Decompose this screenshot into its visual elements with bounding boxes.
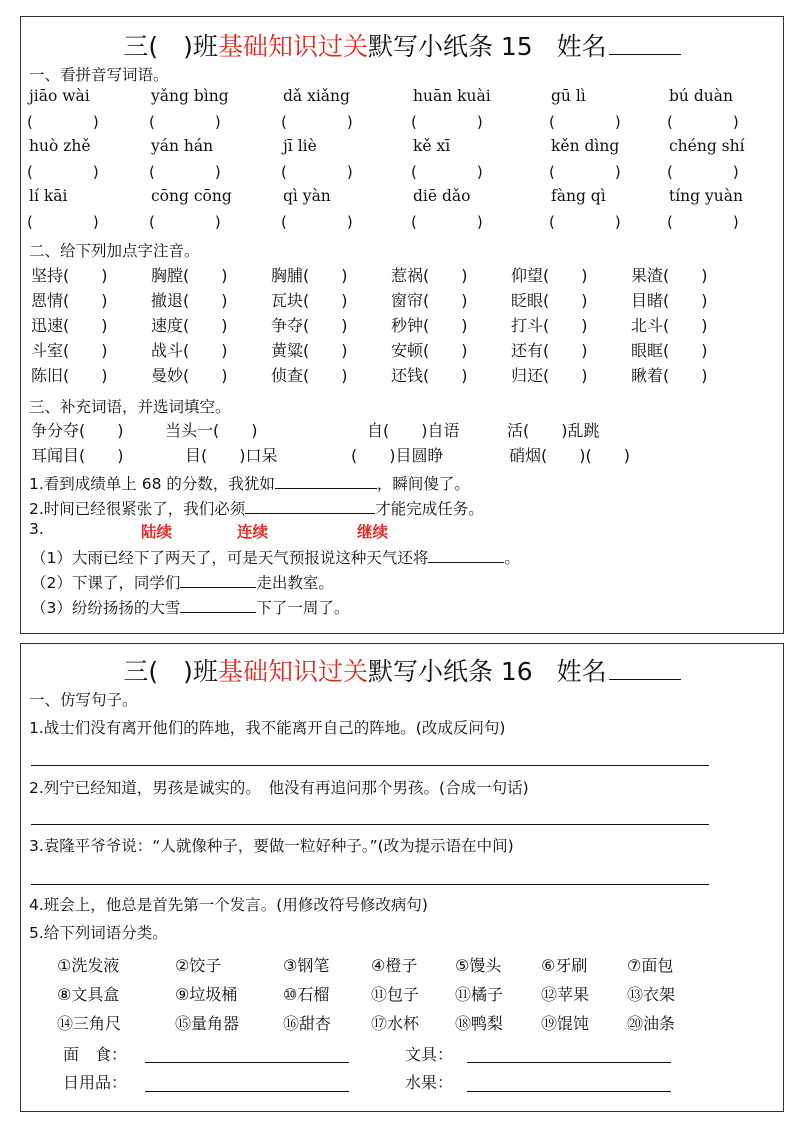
word-item[interactable]: 战斗( ) xyxy=(151,341,228,360)
answer-line[interactable] xyxy=(31,884,709,885)
word-item[interactable]: 争夺( ) xyxy=(271,316,348,335)
word-item[interactable]: 瞅着( ) xyxy=(631,366,708,385)
word-item[interactable]: 归还( ) xyxy=(511,366,588,385)
answer-paren[interactable]: ( ) xyxy=(149,113,221,131)
option-word: 陆续 xyxy=(141,523,173,541)
word-item[interactable]: 撤退( ) xyxy=(151,291,228,310)
classify-word: ⑳油条 xyxy=(627,1014,676,1033)
pinyin-word: kě xī xyxy=(413,137,451,155)
answer-paren[interactable]: ( ) xyxy=(549,113,621,131)
classify-word: ⑰水杯 xyxy=(371,1014,420,1033)
word-item[interactable]: 速度( ) xyxy=(151,316,228,335)
name-blank[interactable] xyxy=(609,657,681,680)
pinyin-word: lí kāi xyxy=(29,187,68,205)
answer-paren[interactable]: ( ) xyxy=(549,213,621,231)
idiom-item[interactable]: ( )目圆睁 xyxy=(351,446,444,465)
answer-blank[interactable] xyxy=(180,570,256,588)
category-label: 水果： xyxy=(405,1073,454,1092)
classify-word: ⑤馒头 xyxy=(455,956,502,975)
answer-paren[interactable]: ( ) xyxy=(411,213,483,231)
word-item[interactable]: 目睹( ) xyxy=(631,291,708,310)
classify-word: ⑮量角器 xyxy=(175,1014,240,1033)
word-item[interactable]: 恩情( ) xyxy=(31,291,108,310)
pinyin-word: yǎng bìng xyxy=(151,87,229,105)
answer-paren[interactable]: ( ) xyxy=(27,163,99,181)
answer-blank[interactable] xyxy=(428,545,504,563)
pinyin-word: qì yàn xyxy=(283,187,331,205)
answer-blank[interactable] xyxy=(180,595,256,613)
classify-word: ①洗发液 xyxy=(57,956,120,975)
word-item[interactable]: 胸脯( ) xyxy=(271,266,348,285)
classify-word: ⑦面包 xyxy=(627,956,674,975)
pinyin-word: jiāo wài xyxy=(29,87,90,105)
option-word: 继续 xyxy=(357,523,389,541)
word-item[interactable]: 还钱( ) xyxy=(391,366,468,385)
answer-paren[interactable]: ( ) xyxy=(149,163,221,181)
question-2: 2.时间已经很紧张了，我们必须 才能完成任务。 xyxy=(29,496,484,519)
section-heading: 二、给下列加点字注音。 xyxy=(29,242,200,260)
pinyin-word: dǎ xiǎng xyxy=(283,87,350,105)
word-item[interactable]: 坚持( ) xyxy=(31,266,108,285)
answer-paren[interactable]: ( ) xyxy=(27,213,99,231)
answer-line[interactable] xyxy=(145,1062,349,1063)
word-item[interactable]: 打斗( ) xyxy=(511,316,588,335)
pinyin-word: jī liè xyxy=(283,137,317,155)
classify-word: ⑭三角尺 xyxy=(57,1014,122,1033)
pinyin-word: cōng cōng xyxy=(151,187,232,205)
answer-line[interactable] xyxy=(467,1062,671,1063)
pinyin-word: gū lì xyxy=(551,87,586,105)
word-item[interactable]: 惹祸( ) xyxy=(391,266,468,285)
classify-word: ⑬衣架 xyxy=(627,985,676,1004)
word-item[interactable]: 迅速( ) xyxy=(31,316,108,335)
answer-paren[interactable]: ( ) xyxy=(27,113,99,131)
category-label: 面 食： xyxy=(63,1045,128,1064)
sentence-3: 3.袁隆平爷爷说：“人就像种子，要做一粒好种子。”(改为提示语在中间) xyxy=(29,837,514,855)
word-item[interactable]: 眨眼( ) xyxy=(511,291,588,310)
word-item[interactable]: 眼眶( ) xyxy=(631,341,708,360)
word-item[interactable]: 侦查( ) xyxy=(271,366,348,385)
idiom-item[interactable]: 自( )自语 xyxy=(367,421,460,440)
sentence-5: 5.给下列词语分类。 xyxy=(29,924,168,942)
answer-paren[interactable]: ( ) xyxy=(281,213,353,231)
word-item[interactable]: 黄粱( ) xyxy=(271,341,348,360)
classify-word: ⑫苹果 xyxy=(541,985,590,1004)
classify-word: ⑲馄饨 xyxy=(541,1014,590,1033)
classify-word: ⑩石榴 xyxy=(283,985,330,1004)
pinyin-word: huò zhě xyxy=(29,137,91,155)
pinyin-word: bú duàn xyxy=(669,87,733,105)
answer-paren[interactable]: ( ) xyxy=(281,163,353,181)
classify-word: ⑪橘子 xyxy=(455,985,504,1004)
word-item[interactable]: 瓦块( ) xyxy=(271,291,348,310)
question-3-2: （2）下课了，同学们 走出教室。 xyxy=(31,570,334,593)
category-label: 文具： xyxy=(405,1045,454,1064)
idiom-item[interactable]: 硝烟( )( ) xyxy=(509,446,630,465)
answer-paren[interactable]: ( ) xyxy=(549,163,621,181)
pinyin-word: tíng yuàn xyxy=(669,187,743,205)
classify-word: ③钢笔 xyxy=(283,956,330,975)
answer-line[interactable] xyxy=(31,824,709,825)
word-item[interactable]: 陈旧( ) xyxy=(31,366,108,385)
pinyin-word: diē dǎo xyxy=(413,187,471,205)
sentence-1: 1.战士们没有离开他们的阵地，我不能离开自己的阵地。(改成反问句) xyxy=(29,719,506,737)
idiom-item[interactable]: 目( )口呆 xyxy=(185,446,278,465)
section-heading: 一、看拼音写词语。 xyxy=(29,66,169,84)
answer-paren[interactable]: ( ) xyxy=(667,163,739,181)
answer-blank[interactable] xyxy=(275,471,377,489)
question-3-1: （1）大雨已经下了两天了，可是天气预报说这种天气还将 。 xyxy=(31,545,520,568)
word-item[interactable]: 曼妙( ) xyxy=(151,366,228,385)
word-item[interactable]: 胸膛( ) xyxy=(151,266,228,285)
section-heading: 一、仿写句子。 xyxy=(29,691,138,709)
answer-line[interactable] xyxy=(145,1091,349,1092)
answer-paren[interactable]: ( ) xyxy=(411,113,483,131)
sentence-4: 4.班会上，他总是首先第一个发言。(用修改符号修改病句) xyxy=(29,896,428,914)
idiom-item[interactable]: 当头一( ) xyxy=(165,421,258,440)
question-3-number: 3. xyxy=(29,520,44,538)
classify-word: ④橙子 xyxy=(371,956,418,975)
word-item[interactable]: 窗帘( ) xyxy=(391,291,468,310)
answer-paren[interactable]: ( ) xyxy=(667,213,739,231)
option-word: 连续 xyxy=(237,523,269,541)
word-item[interactable]: 安顿( ) xyxy=(391,341,468,360)
idiom-item[interactable]: 耳闻目( ) xyxy=(31,446,124,465)
word-item[interactable]: 秒钟( ) xyxy=(391,316,468,335)
classify-word: ⑧文具盒 xyxy=(57,985,120,1004)
idiom-item[interactable]: 争分夺( ) xyxy=(31,421,124,440)
classify-word: ⑥牙刷 xyxy=(541,956,588,975)
answer-line[interactable] xyxy=(467,1091,671,1092)
answer-line[interactable] xyxy=(31,765,709,766)
card-title: 三( )班基础知识过关默写小纸条 16 姓名 xyxy=(21,652,783,688)
classify-word: ②饺子 xyxy=(175,956,222,975)
pinyin-word: huān kuài xyxy=(413,87,491,105)
category-label: 日用品： xyxy=(63,1073,128,1092)
question-3-3: （3）纷纷扬扬的大雪 下了一周了。 xyxy=(31,595,349,618)
word-item[interactable]: 还有( ) xyxy=(511,341,588,360)
classify-word: ⑪包子 xyxy=(371,985,420,1004)
sentence-2: 2.列宁已经知道，男孩是诚实的。 他没有再追问那个男孩。(合成一句话) xyxy=(29,779,529,797)
worksheet-card-15 xyxy=(20,16,784,634)
word-item[interactable]: 仰望( ) xyxy=(511,266,588,285)
section-heading: 三、补充词语，并选词填空。 xyxy=(29,398,231,416)
answer-paren[interactable]: ( ) xyxy=(667,113,739,131)
card-title: 三( )班基础知识过关默写小纸条 15 姓名 xyxy=(21,27,783,63)
pinyin-word: chéng shí xyxy=(669,137,745,155)
classify-word: ⑱鸭梨 xyxy=(455,1014,504,1033)
answer-paren[interactable]: ( ) xyxy=(281,113,353,131)
idiom-item[interactable]: 活( )乱跳 xyxy=(507,421,600,440)
word-item[interactable]: 斗室( ) xyxy=(31,341,108,360)
question-1: 1.看到成绩单上 68 的分数，我犹如 ，瞬间傻了。 xyxy=(29,471,470,494)
pinyin-word: yán hán xyxy=(151,137,214,155)
pinyin-word: fàng qì xyxy=(551,187,606,205)
pinyin-word: kěn dìng xyxy=(551,137,620,155)
worksheet-card-16 xyxy=(20,643,784,1112)
word-item[interactable]: 果渣( ) xyxy=(631,266,708,285)
classify-word: ⑨垃圾桶 xyxy=(175,985,238,1004)
answer-paren[interactable]: ( ) xyxy=(149,213,221,231)
answer-paren[interactable]: ( ) xyxy=(411,163,483,181)
word-item[interactable]: 北斗( ) xyxy=(631,316,708,335)
answer-blank[interactable] xyxy=(245,496,375,514)
name-blank[interactable] xyxy=(609,32,681,55)
classify-word: ⑯甜杏 xyxy=(283,1014,332,1033)
